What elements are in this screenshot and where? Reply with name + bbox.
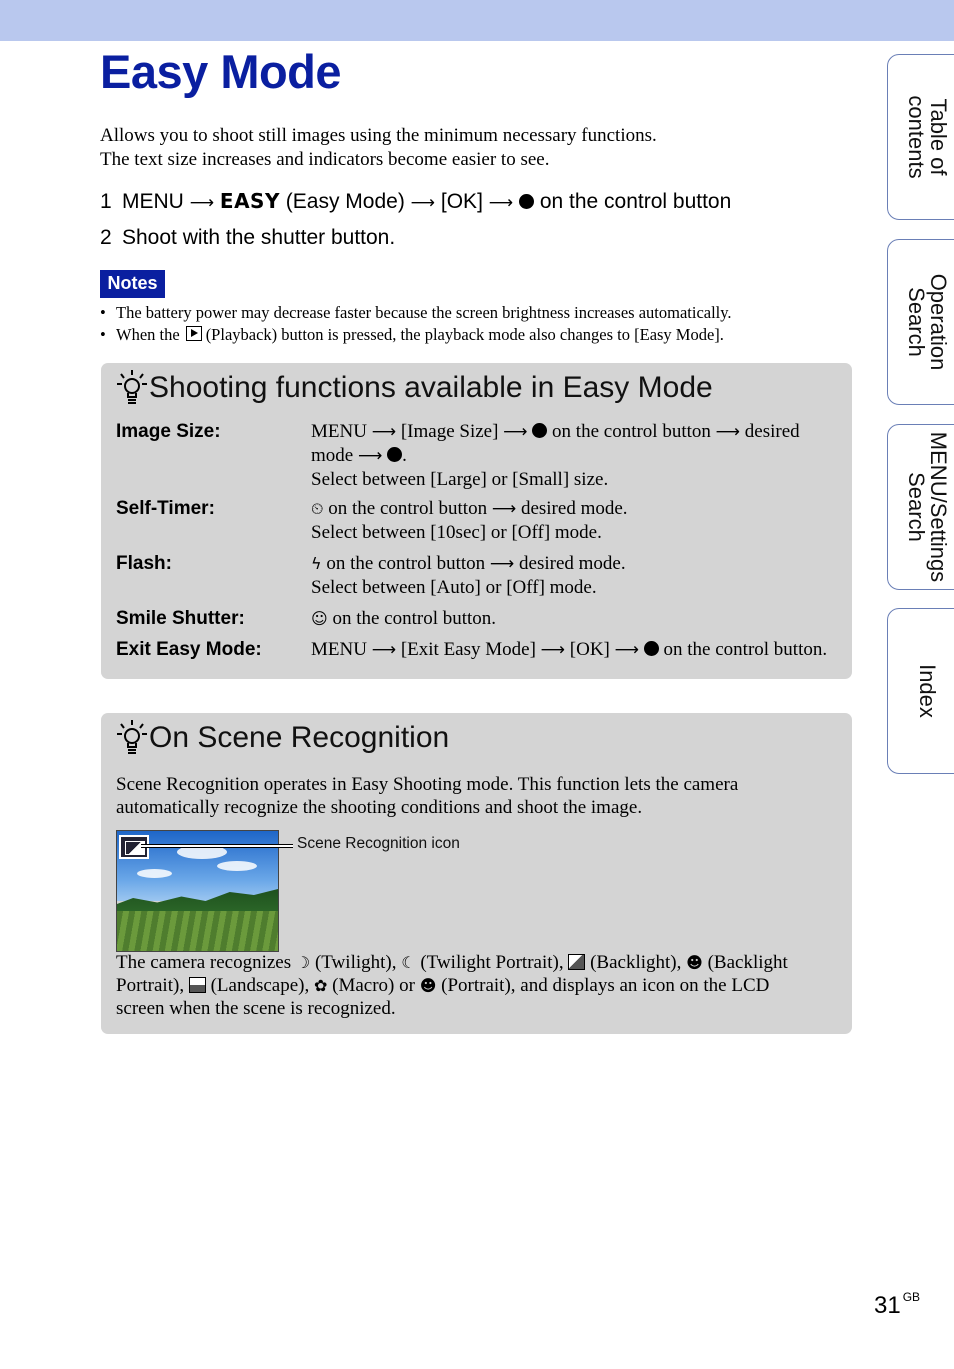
desc-text: desired [744,421,800,442]
hint-bulb-icon [115,369,149,407]
note-text: The battery power may decrease faster because the screen brightness increases automatically. [116,303,732,322]
tab-label: MENU/Settings Search [904,431,951,583]
scene-heading [115,719,449,757]
functions-heading-text: Shooting functions available in Easy Mode [149,371,713,404]
arrow-icon: ⟶ [715,422,741,442]
desc-text: (Macro) or [332,975,415,996]
self-timer-icon: ⏲ [311,499,324,518]
desc-text: Select between [Large] or [Small] size. [311,469,609,490]
smile-shutter-desc [311,607,846,630]
desc-text: Select between [10sec] or [Off] mode. [311,522,602,543]
note-item [100,324,732,346]
arrow-icon: ⟶ [540,640,566,660]
scene-description [116,773,836,819]
self-timer-desc [311,497,846,544]
desc-text: on the control button [326,553,486,574]
arrow-icon: ⟶ [503,422,528,442]
backlight-icon [568,954,585,970]
desc-line: automatically recognize the shooting conditions and shoot the image. [116,797,643,818]
backlight-portrait-icon: ☻ [686,953,703,972]
arrow-icon: ⟶ [410,193,436,213]
scene-recognize-text [116,951,836,1020]
bullet: • [100,303,106,322]
tab-label: Table of contents [904,95,951,179]
easy-mode-label: (Easy Mode) [285,190,405,213]
note-item [100,302,732,324]
control-button-center-icon [644,641,659,656]
landscape-icon [189,977,206,993]
arrow-icon: ⟶ [614,640,640,660]
playback-icon [186,326,202,341]
image-size-desc: MENU ⟶ [Image Size] ⟶ on the control button ⟶ desired mode ⟶ . Select between [Large] or [Small] size. [311,420,846,491]
step-tail: on the control button [539,190,732,213]
ok-text: [OK] [440,190,483,213]
desc-text: screen when the scene is recognized. [116,998,396,1019]
top-color-bar [0,0,954,41]
step-number: 2 [100,226,112,249]
functions-heading [115,369,713,407]
tab-operation-search[interactable] [887,239,954,405]
desc-text: Select between [Auto] or [Off] mode. [311,577,597,598]
arrow-icon: ⟶ [371,640,397,660]
desc-text: (Landscape), [210,975,310,996]
tab-label: Index [915,664,940,718]
tab-label: Operation Search [904,273,951,371]
desc-text: (Backlight [707,952,788,973]
image-size-label: Image Size: [116,421,221,442]
page-title: Easy Mode [100,45,342,98]
tab-menu-settings-search[interactable] [887,424,954,590]
smile-icon: ☺ [311,609,328,628]
scene-recognition-panel [101,713,852,1034]
page-number [874,1290,920,1320]
control-button-center-icon [387,447,402,462]
tab-index[interactable] [887,608,954,774]
step-2 [100,226,395,250]
hint-bulb-icon [115,719,149,757]
scene-icon-label: Scene Recognition icon [297,835,460,852]
icon-leader-line [141,844,293,848]
desc-text: on the control button. [332,608,497,629]
functions-panel [101,363,852,679]
exit-easy-mode-label: Exit Easy Mode: [116,639,262,660]
photo-field [117,911,278,951]
smile-shutter-label: Smile Shutter: [116,608,245,629]
desc-text: (Backlight), [590,952,682,973]
easy-mode-icon: EASY [219,189,280,213]
desc-line: Scene Recognition operates in Easy Shooting mode. This function lets the camera [116,774,739,795]
exit-easy-mode-desc [311,638,846,662]
step-text: Shoot with the shutter button. [122,226,396,249]
control-button-center-icon [519,194,534,209]
photo-cloud [217,861,257,871]
tab-table-of-contents[interactable] [887,54,954,220]
flash-icon: ϟ [311,554,322,573]
arrow-icon: ⟶ [489,554,515,574]
flash-label: Flash: [116,553,172,574]
twilight-icon: ☽ [295,953,311,972]
arrow-icon: ⟶ [491,499,517,519]
desc-text: (Twilight Portrait), [420,952,564,973]
menu-text: MENU [122,190,184,213]
scene-heading-text: On Scene Recognition [149,721,450,754]
desc-text: on the control button. [663,639,828,660]
desc-text: (Twilight), [314,952,397,973]
macro-icon: ✿ [313,976,328,995]
photo-cloud [137,869,172,878]
twilight-portrait-icon: ☾ [401,953,416,972]
portrait-icon: ☻ [419,976,437,995]
intro-line: The text size increases and indicators become easier to see. [100,149,550,170]
control-button-center-icon [532,423,547,438]
intro-line: Allows you to shoot still images using the minimum necessary functions. [100,125,657,146]
notes-list [100,302,732,346]
desc-text: Portrait), [116,975,185,996]
arrow-icon: ⟶ [371,422,397,442]
menu-text: MENU [311,639,367,660]
desc-text: (Portrait), and displays an icon on the LCD [441,975,770,996]
desc-text: mode [311,445,354,466]
intro-paragraph [100,124,657,172]
note-text: (Playback) button is pressed, the playback mode also changes to [Easy Mode]. [205,325,724,344]
page-number-suffix: GB [902,1290,921,1304]
note-text: When the [116,325,180,344]
bullet: • [100,325,106,344]
arrow-icon: ⟶ [488,193,514,213]
desc-text: on the control button [328,498,488,519]
image-size-menu-item: [Image Size] [400,421,499,442]
flash-desc [311,552,846,599]
menu-text: MENU [311,421,367,442]
step-number: 1 [100,190,112,213]
arrow-icon: ⟶ [189,193,215,213]
step-1 [100,189,731,214]
arrow-icon: ⟶ [357,446,383,466]
desc-text: on the control button [552,421,711,442]
notes-tag: Notes [100,270,165,298]
scene-recognition-photo [116,830,279,952]
desc-text: The camera recognizes [116,952,292,973]
desc-text: [Exit Easy Mode] [400,639,536,660]
desc-text: desired mode. [519,553,626,574]
page-number-value: 31 [874,1292,901,1319]
desc-text: desired mode. [520,498,628,519]
desc-text: [OK] [569,639,610,660]
self-timer-label: Self-Timer: [116,498,215,519]
